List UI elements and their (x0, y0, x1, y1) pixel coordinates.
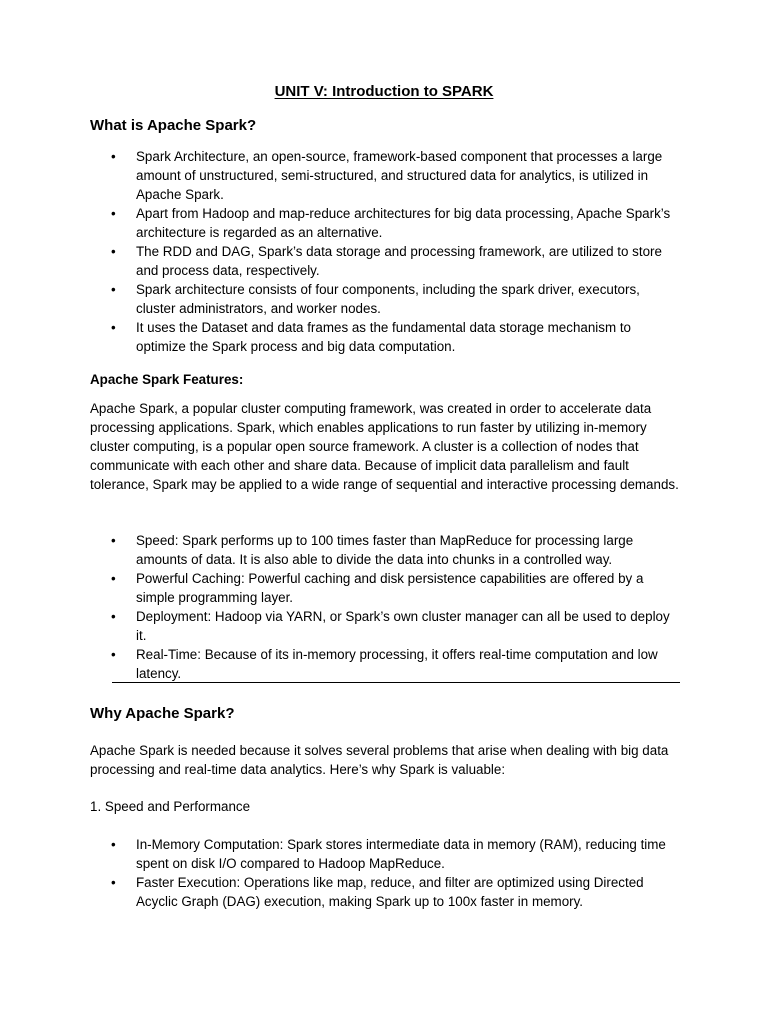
speed-performance-subheading: 1. Speed and Performance (90, 799, 251, 814)
list-item: • The RDD and DAG, Spark’s data storage and processing framework, are utilized to store and process data, respectively. (90, 242, 680, 280)
features-heading: Apache Spark Features: (90, 372, 244, 387)
what-is-spark-list (90, 147, 680, 356)
page-title: UNIT V: Introduction to SPARK (274, 83, 494, 100)
list-item: • Faster Execution: Operations like map, reduce, and filter are optimized using Directed Acyclic Graph (DAG) execution, making Spark up to 100x faster in memory. (90, 873, 680, 911)
list-item: • It uses the Dataset and data frames as the fundamental data storage mechanism to optimize the Spark process and big data computation. (90, 318, 680, 356)
horizontal-rule (112, 682, 680, 683)
speed-performance-list (90, 835, 680, 911)
list-item: • Spark Architecture, an open-source, framework-based component that processes a large amount of unstructured, semi-structured, and structured data for analytics, is utilized in Apache Spark. (90, 147, 680, 204)
list-item: • In-Memory Computation: Spark stores intermediate data in memory (RAM), reducing time spent on disk I/O compared to Hadoop MapReduce. (90, 835, 680, 873)
list-item: • Deployment: Hadoop via YARN, or Spark’s own cluster manager can all be used to deploy it. (90, 607, 680, 645)
why-spark-paragraph: Apache Spark is needed because it solves several problems that arise when dealing with big data processing and real-time data analytics. Here’s why Spark is valuable: (90, 743, 669, 777)
section-heading-why-spark: Why Apache Spark? (90, 705, 235, 722)
section-heading-what-is-spark: What is Apache Spark? (90, 117, 257, 134)
list-item: • Apart from Hadoop and map-reduce architectures for big data processing, Apache Spark’s architecture is regarded as an alternative. (90, 204, 680, 242)
list-item: • Real-Time: Because of its in-memory processing, it offers real-time computation and low latency. (90, 645, 680, 683)
list-item: • Speed: Spark performs up to 100 times faster than MapReduce for processing large amounts of data. It is also able to divide the data into chunks in a controlled way. (90, 531, 680, 569)
features-list (90, 531, 680, 683)
features-paragraph: Apache Spark, a popular cluster computing framework, was created in order to accelerate data processing applications. Spark, which enables applications to run faster by utilizing in-memory cluster computing, is a popular open source framework. A cluster is a collection of nodes that communicate with each other and share data. Because of implicit data parallelism and fault tolerance, Spark may be applied to a wide range of sequential and interactive processing demands. (90, 401, 679, 492)
list-item: • Spark architecture consists of four components, including the spark driver, executors, cluster administrators, and worker nodes. (90, 280, 680, 318)
list-item: • Powerful Caching: Powerful caching and disk persistence capabilities are offered by a simple programming layer. (90, 569, 680, 607)
